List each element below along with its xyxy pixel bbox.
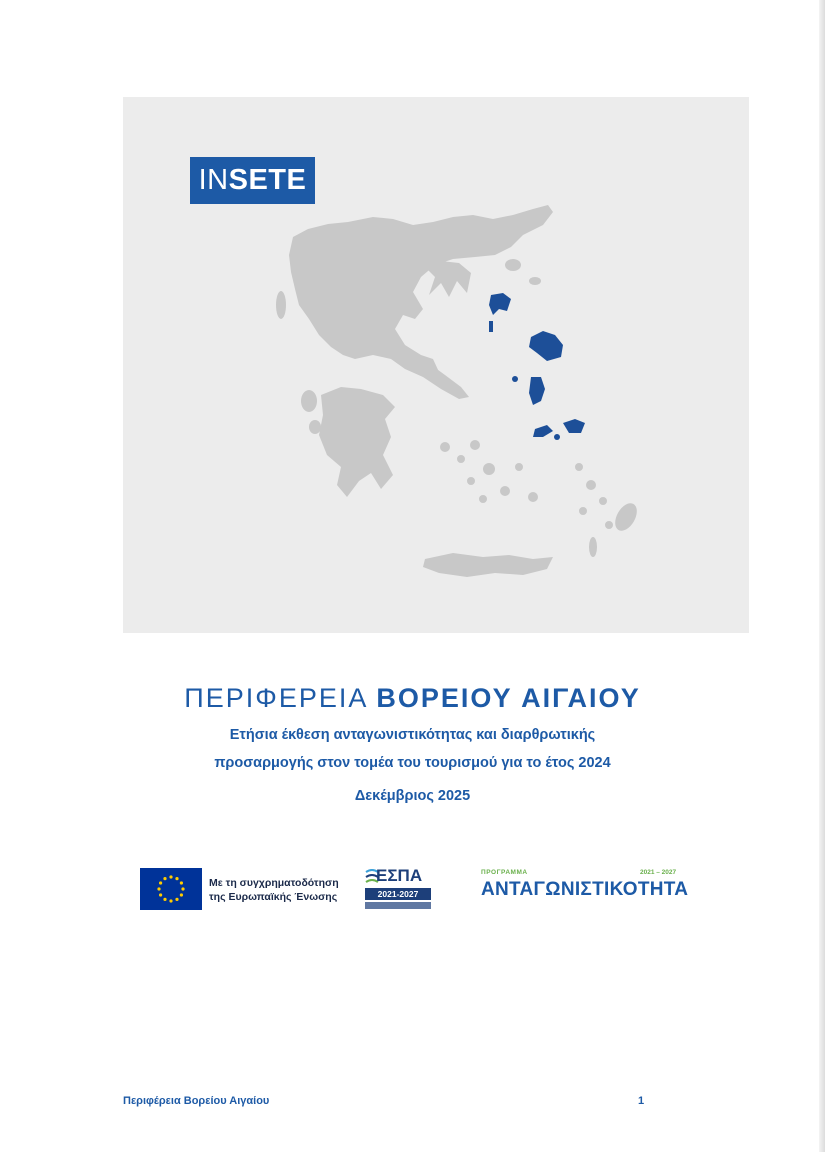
eu-stars-icon bbox=[140, 868, 202, 910]
dodecanese-island bbox=[579, 507, 587, 515]
cyclades-island bbox=[440, 442, 450, 452]
kefalonia-island bbox=[301, 390, 317, 412]
cyclades-island bbox=[528, 492, 538, 502]
samos-island bbox=[563, 419, 585, 433]
subtitle-line2: προσαρμογής στον τομέα του τουρισμού για το έτος 2024 bbox=[214, 755, 611, 771]
corfu-island bbox=[276, 291, 286, 319]
greece-mainland bbox=[289, 205, 553, 377]
agios-efstratios-island bbox=[489, 321, 493, 332]
logo-text-sete: SETE bbox=[228, 164, 307, 196]
zakynthos-island bbox=[309, 420, 321, 434]
dodecanese-island bbox=[586, 480, 596, 490]
eu-cofunding-text bbox=[209, 876, 339, 904]
eu-flag-logo bbox=[140, 868, 202, 910]
cofund-line1: Με τη συγχρηματοδότηση bbox=[209, 877, 339, 889]
cyclades-island bbox=[470, 440, 480, 450]
samothraki-island bbox=[529, 277, 541, 285]
program-label: ΠΡΟΓΡΑΜΜΑ bbox=[481, 869, 528, 876]
program-name-logo: ΑΝΤΑΓΩΝΙΣΤΙΚΟΤΗΤΑ bbox=[481, 879, 689, 900]
dodecanese-island bbox=[599, 497, 607, 505]
dodecanese-island bbox=[605, 521, 613, 529]
cyclades-island bbox=[483, 463, 495, 475]
footer-region: Περιφέρεια Βορείου Αιγαίου bbox=[123, 1095, 270, 1107]
title-prefix: ΠΕΡΙΦΕΡΕΙΑ bbox=[184, 683, 377, 713]
crete-island bbox=[423, 553, 553, 577]
cover-map-panel bbox=[123, 97, 749, 633]
title-region: ΒΟΡΕΙΟΥ ΑΙΓΑΙΟΥ bbox=[376, 683, 641, 713]
cyclades-island bbox=[457, 455, 465, 463]
cyclades-island bbox=[515, 463, 523, 471]
chalkidiki bbox=[423, 261, 471, 297]
insete-logo bbox=[190, 157, 315, 204]
psara-island bbox=[512, 376, 518, 382]
cyclades-island bbox=[500, 486, 510, 496]
lesvos-island bbox=[529, 331, 563, 361]
program-years: 2021 – 2027 bbox=[640, 869, 677, 876]
limnos-island bbox=[489, 293, 511, 315]
document-title bbox=[0, 683, 825, 714]
cyclades-island bbox=[467, 477, 475, 485]
page-edge bbox=[819, 0, 825, 1152]
document-date: Δεκέμβριος 2025 bbox=[354, 788, 471, 804]
cofund-line2: της Ευρωπαϊκής Ένωσης bbox=[209, 891, 338, 903]
evia-island bbox=[403, 347, 469, 399]
thasos-island bbox=[505, 259, 521, 271]
chios-island bbox=[529, 377, 545, 405]
espa-subbar bbox=[365, 902, 431, 909]
dodecanese-island bbox=[575, 463, 583, 471]
page-number: 1 bbox=[638, 1095, 645, 1107]
logo-text-in: IN bbox=[198, 164, 229, 196]
ikaria-island bbox=[533, 425, 553, 437]
karpathos-island bbox=[589, 537, 597, 557]
cyclades-island bbox=[479, 495, 487, 503]
subtitle-line1: Ετήσια έκθεση ανταγωνιστικότητας και διαρθρωτικής bbox=[229, 727, 596, 743]
espa-years: 2021-2027 bbox=[365, 888, 431, 900]
espa-logo bbox=[365, 866, 435, 912]
peloponnese bbox=[319, 387, 395, 497]
espa-title: ΕΣΠΑ bbox=[376, 866, 423, 885]
rhodes-island bbox=[611, 500, 642, 535]
fournoi-island bbox=[554, 434, 560, 440]
